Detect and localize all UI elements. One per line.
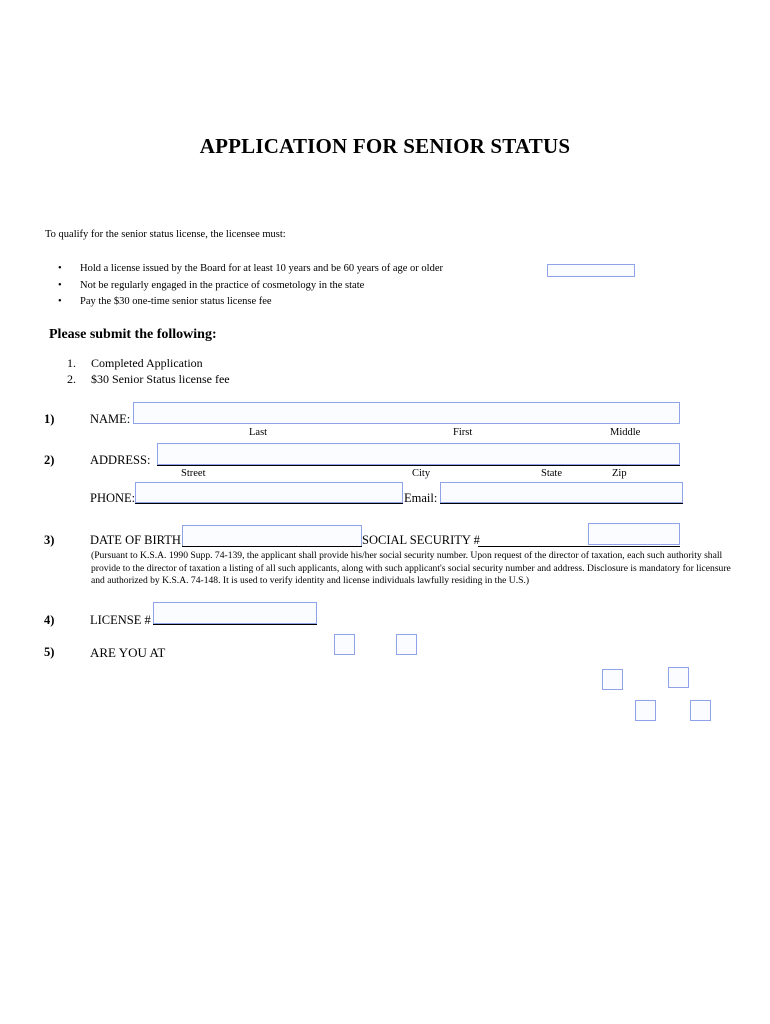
name-field[interactable] — [133, 402, 680, 424]
checkbox[interactable] — [690, 700, 711, 721]
ssn-label: SOCIAL SECURITY # — [362, 533, 480, 547]
name-sub-first: First — [453, 427, 473, 438]
section-number-address: 2) — [44, 453, 55, 467]
page-title: APPLICATION FOR SENIOR STATUS — [199, 134, 571, 158]
license-label: LICENSE # — [90, 613, 151, 627]
section-number-dob: 3) — [44, 533, 55, 547]
phone-field[interactable] — [135, 482, 403, 503]
license-field[interactable] — [153, 602, 317, 624]
bullet-icon: • — [58, 263, 62, 274]
address-sub-street: Street — [181, 468, 206, 479]
list-item: • Not be regularly engaged in the practice of cosmetology in the state — [58, 278, 443, 295]
intro-text: To qualify for the senior status license, the licensee must: — [45, 229, 286, 240]
ssn-disclosure-note: (Pursuant to K.S.A. 1990 Supp. 74-139, the applicant shall provide his/her social security number. Upon request of the director of taxation, each such authority shall provide to the director of taxation a listing of all such applicants, along with such applicant's social security number and address. Disclosure is mandatory for licensure and authorized by K.S.A. 74-148. It is used to verify identity and license individuals lawfully residing in the U.S.) — [91, 550, 731, 586]
address-sub-state: State — [541, 468, 562, 479]
name-sub-last: Last — [249, 427, 268, 438]
checkbox[interactable] — [602, 669, 623, 690]
dob-underline — [182, 546, 362, 547]
address-label: ADDRESS: — [90, 453, 151, 467]
checkbox[interactable] — [635, 700, 656, 721]
list-item: • Pay the $30 one-time senior status license fee — [58, 294, 443, 311]
top-form-field[interactable] — [547, 264, 635, 277]
ssn-field[interactable] — [588, 523, 680, 545]
phone-label: PHONE: — [90, 491, 136, 505]
bullet-icon: • — [58, 279, 62, 291]
name-sub-middle: Middle — [610, 427, 641, 438]
list-item: 2. $30 Senior Status license fee — [67, 372, 230, 386]
email-label: Email: — [404, 491, 438, 505]
requirements-list — [58, 261, 443, 311]
dob-label: DATE OF BIRTH — [90, 533, 181, 547]
checkbox[interactable] — [396, 634, 417, 655]
age-question-label: ARE YOU AT — [90, 645, 166, 660]
email-underline — [440, 503, 683, 504]
checkbox[interactable] — [334, 634, 355, 655]
list-item: • Hold a license issued by the Board for at least 10 years and be 60 years of age or older — [58, 261, 443, 278]
address-field[interactable] — [157, 443, 680, 465]
address-sub-zip: Zip — [612, 468, 627, 479]
dob-field[interactable] — [182, 525, 362, 547]
checkbox[interactable] — [668, 667, 689, 688]
ssn-underline — [478, 546, 680, 547]
email-field[interactable] — [440, 482, 683, 503]
section-number-license: 4) — [44, 613, 55, 627]
name-label: NAME: — [90, 412, 131, 426]
section-number-name: 1) — [44, 412, 55, 426]
submit-heading: Please submit the following: — [49, 327, 217, 342]
list-item: 1. Completed Application — [67, 356, 203, 370]
bullet-icon: • — [58, 296, 62, 307]
section-number-age: 5) — [44, 645, 55, 659]
license-underline — [153, 624, 317, 625]
phone-underline — [135, 503, 403, 504]
address-underline — [157, 465, 680, 466]
address-sub-city: City — [412, 468, 431, 479]
submit-list — [67, 355, 230, 387]
